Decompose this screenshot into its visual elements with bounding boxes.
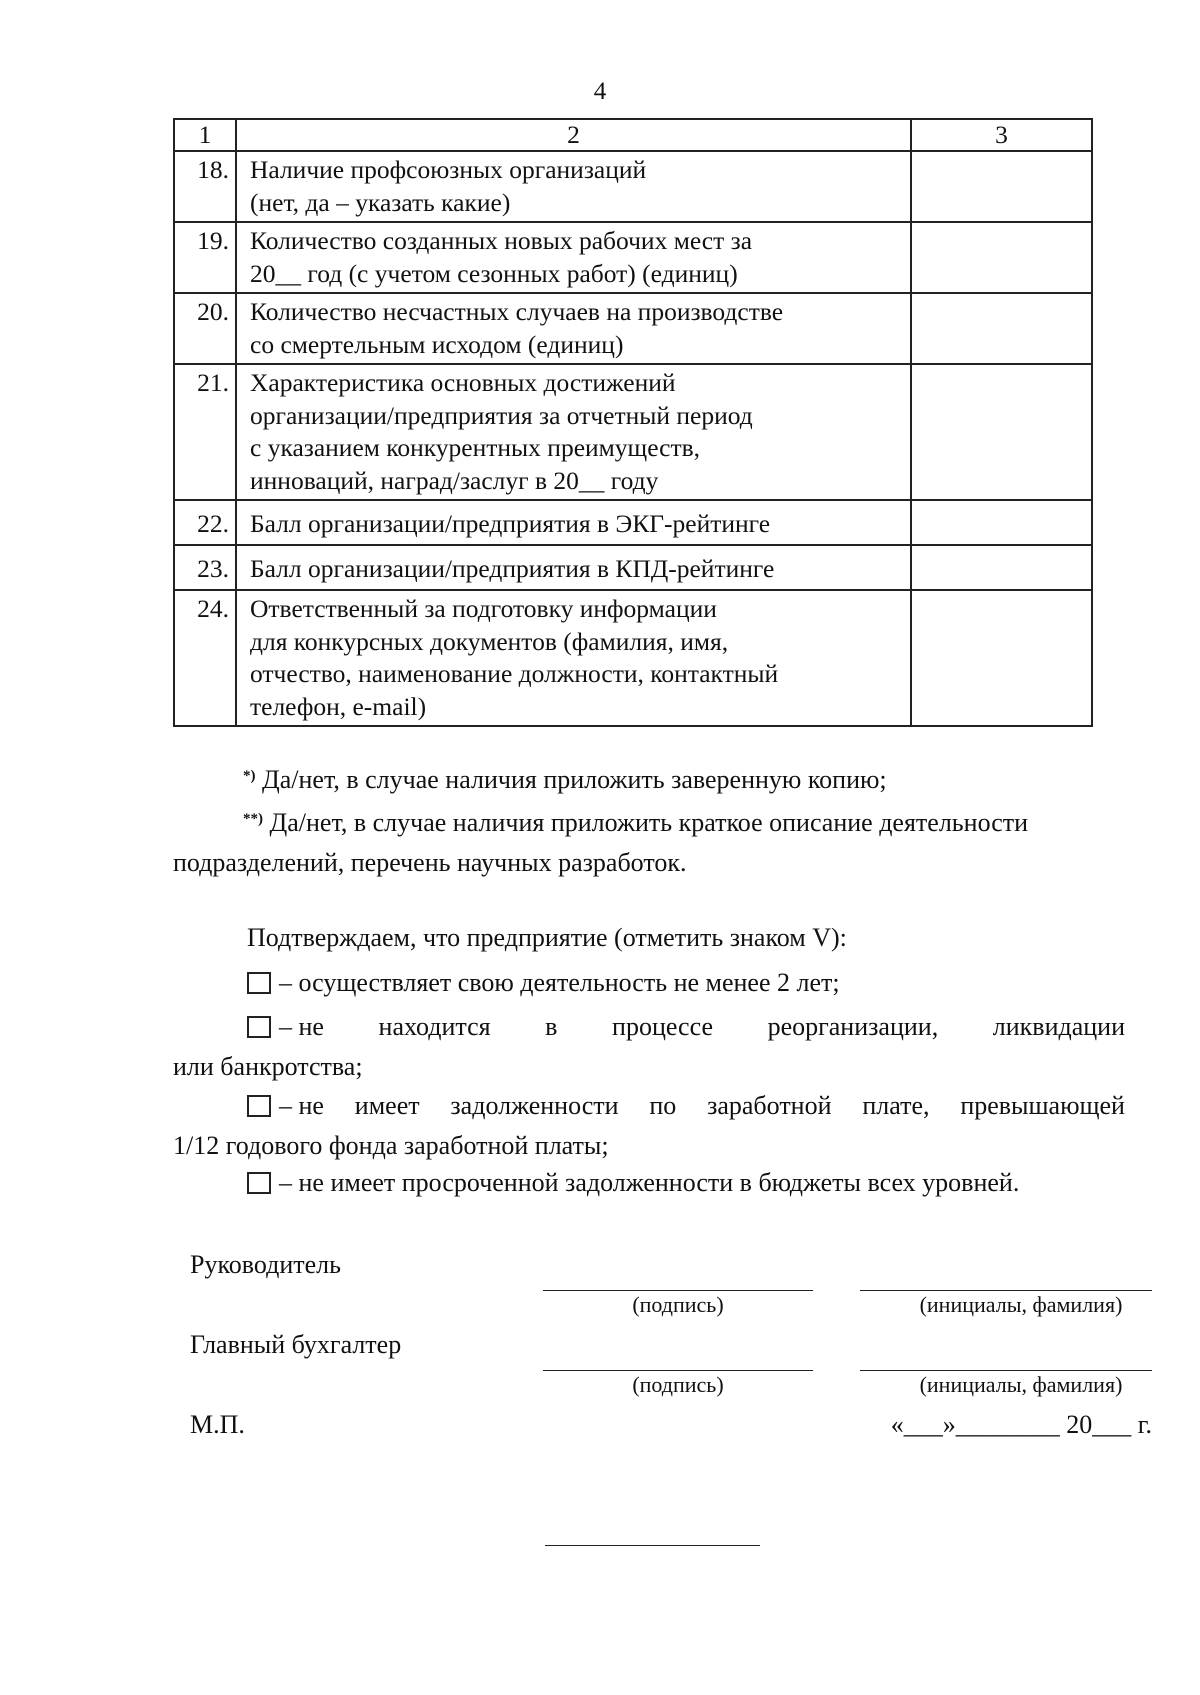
footnote-2 (173, 803, 1125, 883)
accountant-signature-caption: (подпись) (632, 1372, 724, 1397)
page-number: 4 (593, 78, 607, 105)
confirm-item-3-word: по (649, 1091, 677, 1120)
confirm-intro-text: Подтверждаем, что предприятие (отметить знаком V): (247, 923, 847, 952)
confirm-item-2-word: находится (378, 1012, 491, 1041)
confirm-item-4-text: – не имеет просроченной задолженности в бюджеты всех уровней. (279, 1168, 1020, 1197)
table-header-row (174, 119, 1092, 151)
row-description (236, 545, 911, 590)
table-row (174, 590, 1092, 726)
confirm-item-3-word: заработной (707, 1091, 832, 1120)
info-table (173, 118, 1093, 727)
table-row (174, 545, 1092, 590)
footnote-2-line-2: подразделений, перечень научных разработок. (173, 848, 687, 877)
head-name-caption: (инициалы, фамилия) (919, 1292, 1123, 1317)
head-label: Руководитель (190, 1250, 341, 1279)
row-number: 23. (174, 545, 236, 590)
row-description-line: с указанием конкурентных преимуществ, (250, 433, 701, 462)
footnote-2-line-1: Да/нет, в случае наличия приложить краткое описание деятельности (269, 808, 1029, 837)
footnote-1 (173, 760, 1125, 800)
accountant-signature-line[interactable] (543, 1370, 813, 1371)
head-signature-line[interactable] (543, 1290, 813, 1291)
confirm-item-3-word: имеет (354, 1091, 420, 1120)
row-value-cell[interactable] (911, 590, 1092, 726)
row-description (236, 500, 911, 545)
confirm-item-2-word: – не (279, 1012, 324, 1041)
row-description-line: Количество созданных новых рабочих мест за (250, 226, 753, 255)
row-number: 21. (174, 364, 236, 500)
row-description-line: Наличие профсоюзных организаций (250, 155, 647, 184)
confirm-item-3-continuation: 1/12 годового фонда заработной платы; (173, 1131, 609, 1160)
row-number: 20. (174, 293, 236, 364)
confirm-intro (173, 918, 1125, 958)
row-value-cell[interactable] (911, 151, 1092, 222)
row-description-line: Ответственный за подготовку информации (250, 594, 717, 623)
table-row (174, 364, 1092, 500)
confirm-item-2-word: ликвидации (992, 1012, 1125, 1041)
checkbox-no-budget-debt[interactable] (247, 1172, 271, 1194)
row-description-line: для конкурсных документов (фамилия, имя, (250, 626, 729, 656)
footnote-1-text: Да/нет, в случае наличия приложить заверенную копию; (262, 765, 887, 794)
table-row (174, 293, 1092, 364)
table-row (174, 500, 1092, 545)
end-rule (545, 1545, 760, 1546)
row-description-line: со смертельным исходом (единиц) (250, 329, 624, 359)
row-description-line: инноваций, наград/заслуг в 20__ году (250, 465, 659, 495)
footnote-2-mark: **) (243, 811, 263, 827)
row-value-cell[interactable] (911, 545, 1092, 590)
confirm-item-1-text: – осуществляет свою деятельность не менее 2 лет; (279, 968, 840, 997)
row-description-line: Характеристика основных достижений (250, 368, 676, 397)
row-description-line: организации/предприятия за отчетный период (250, 400, 753, 430)
accountant-label: Главный бухгалтер (190, 1330, 402, 1359)
checkbox-no-reorganization[interactable] (247, 1016, 271, 1038)
row-description-line: Количество несчастных случаев на производстве (250, 297, 784, 326)
confirm-item-2-word: процессе (612, 1012, 713, 1041)
checkbox-activity-2-years[interactable] (247, 972, 271, 994)
confirm-item-2-word: в (545, 1012, 558, 1041)
header-col-3: 3 (911, 119, 1092, 151)
table-row (174, 151, 1092, 222)
accountant-name-caption: (инициалы, фамилия) (919, 1372, 1123, 1397)
head-name-line[interactable] (860, 1290, 1152, 1291)
confirm-item-3 (173, 1086, 1125, 1166)
row-value-cell[interactable] (911, 500, 1092, 545)
confirm-item-3-word: превышающей (960, 1091, 1125, 1120)
row-description (236, 590, 911, 726)
confirm-item-3-word: – не (279, 1091, 324, 1120)
row-value-cell[interactable] (911, 364, 1092, 500)
row-description-line: отчество, наименование должности, контактный (250, 659, 779, 688)
table-row (174, 222, 1092, 293)
row-description-line: Балл организации/предприятия в КПД-рейтинге (250, 554, 775, 583)
confirm-item-2 (173, 1007, 1125, 1087)
row-description (236, 222, 911, 293)
checkbox-no-salary-debt[interactable] (247, 1095, 271, 1117)
date-field[interactable]: «___»________ 20___ г. (890, 1410, 1152, 1439)
accountant-name-line[interactable] (860, 1370, 1152, 1371)
confirm-item-2-word: реорганизации, (767, 1012, 939, 1041)
row-description-line: Балл организации/предприятия в ЭКГ-рейтинге (250, 509, 771, 538)
row-number: 24. (174, 590, 236, 726)
stamp-label: М.П. (190, 1410, 245, 1439)
confirm-item-4 (173, 1163, 1125, 1203)
row-description-line: (нет, да – указать какие) (250, 187, 511, 217)
row-description (236, 364, 911, 500)
header-col-1: 1 (174, 119, 236, 151)
row-value-cell[interactable] (911, 222, 1092, 293)
confirm-item-3-word: плате, (862, 1091, 930, 1120)
row-number: 18. (174, 151, 236, 222)
head-signature-caption: (подпись) (632, 1292, 724, 1317)
row-description-line: 20__ год (с учетом сезонных работ) (единиц) (250, 258, 738, 288)
confirm-item-2-continuation: или банкротства; (173, 1052, 363, 1081)
confirm-item-3-word: задолженности (450, 1091, 619, 1120)
row-description-line: телефон, e-mail) (250, 691, 427, 721)
row-number: 19. (174, 222, 236, 293)
row-number: 22. (174, 500, 236, 545)
row-description (236, 151, 911, 222)
row-description (236, 293, 911, 364)
header-col-2: 2 (236, 119, 911, 151)
confirm-item-1 (173, 963, 1125, 1003)
footnote-1-mark: *) (243, 768, 256, 784)
row-value-cell[interactable] (911, 293, 1092, 364)
